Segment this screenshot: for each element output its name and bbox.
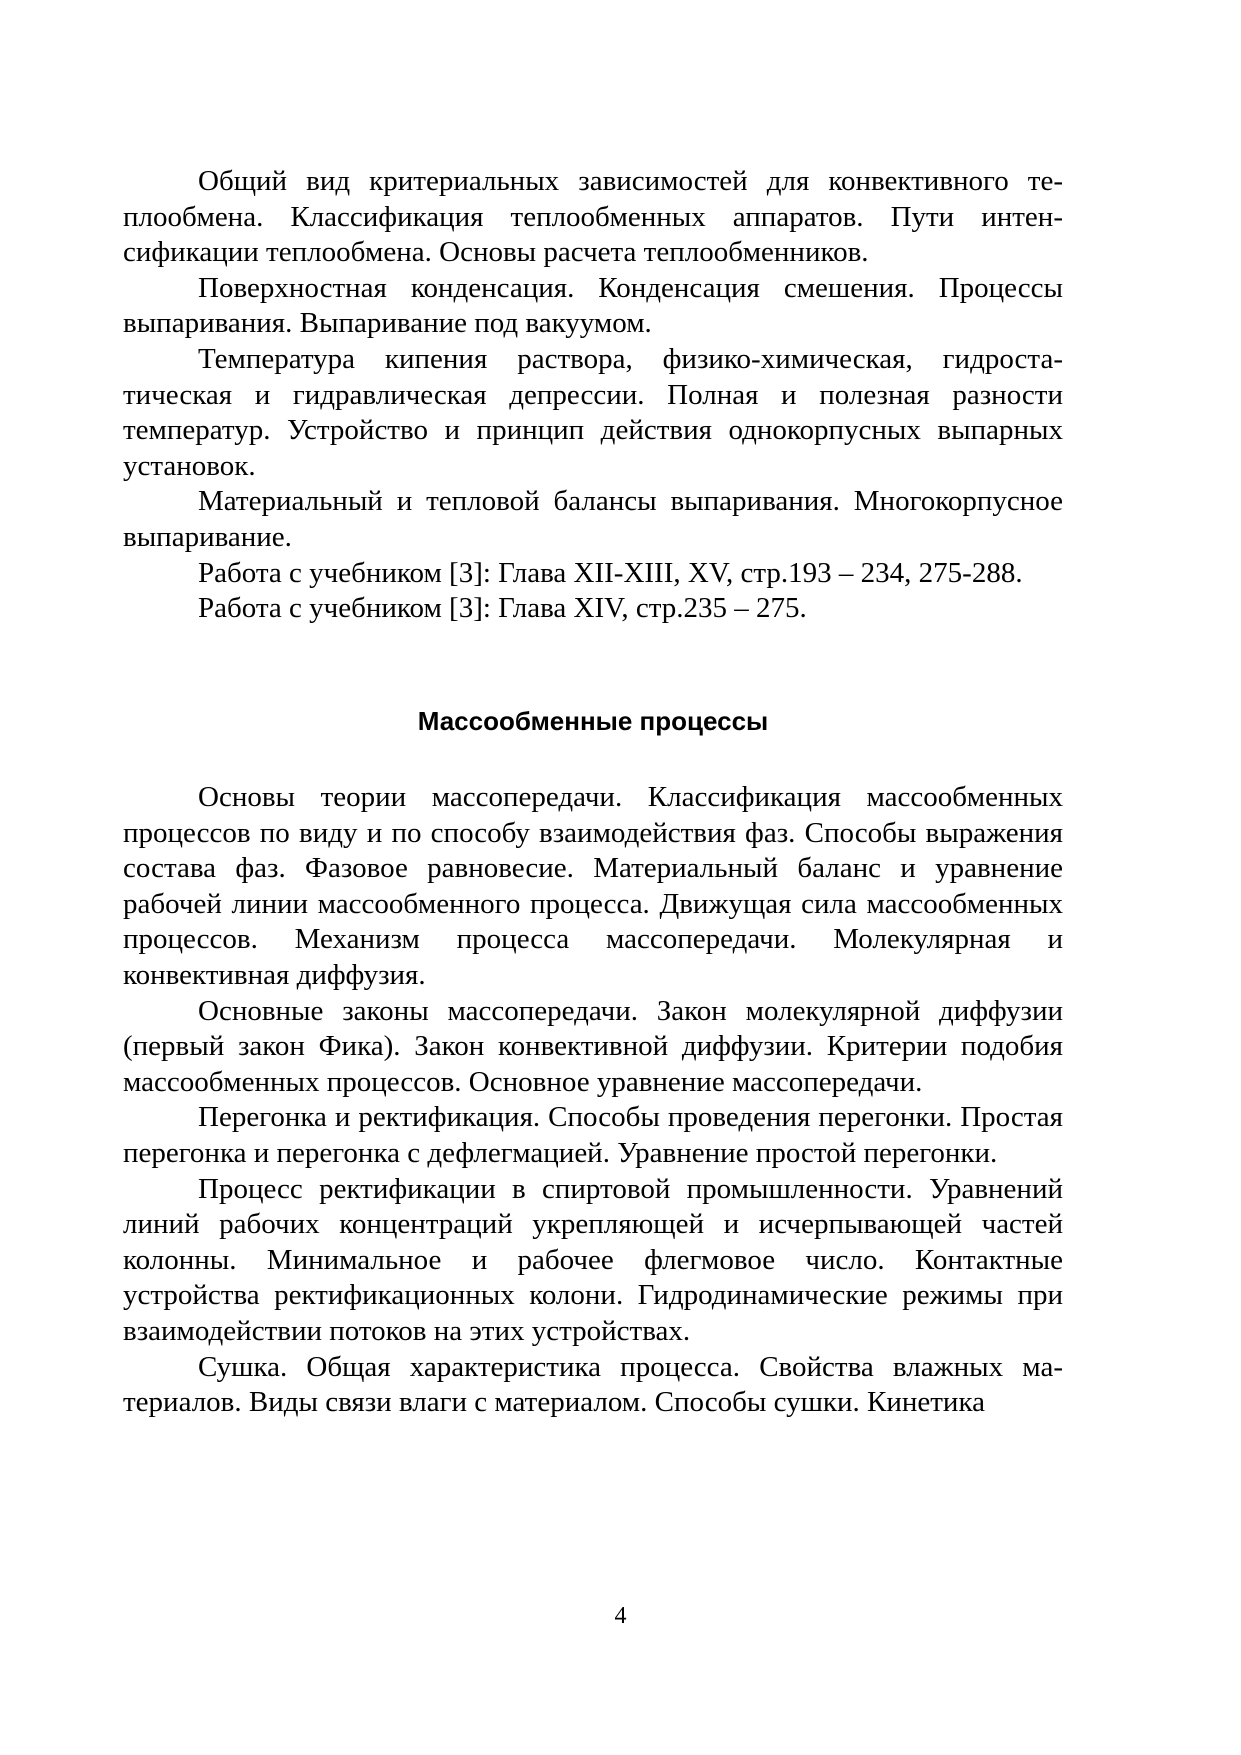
paragraph-distillation: Перегонка и ректификация. Способы проведения перегонки. Простая перегонка и перегонка с дефлегмацией. Уравнение простой перегонки. <box>123 1101 1063 1169</box>
paragraph-textbook-reference-1: Работа с учебником [3]: Глава XII-XIII, XV, стр.193 – 234, 275-288. <box>198 556 1023 589</box>
page-number: 4 <box>614 1603 627 1629</box>
paragraph-textbook-reference-2: Работа с учебником [3]: Глава XIV, стр.235 – 275. <box>198 592 807 625</box>
paragraph-criterial-dependencies: Общий вид критериальных зависимостей для конвективного теплообмена. Классификация теплообменных аппаратов. Пути интенсификации теплообмена. Основы расчета теплообменников. <box>123 165 1063 269</box>
section-heading-mass-transfer: Массообменные процессы <box>417 706 769 736</box>
paragraph-boiling-temperature: Температура кипения раствора, физико-химическая, гидростатическая и гидравлическая депрессии. Полная и полезная разности температур. Устройство и принцип действия однокорпусных выпарных установок. <box>123 342 1063 482</box>
paragraph-mass-transfer-laws: Основные законы массопередачи. Закон молекулярной диффузии (первый закон Фика). Закон конвективной диффузии. Критерии подобия массообменных процессов. Основное уравнение массопередачи. <box>123 994 1063 1098</box>
paragraph-condensation: Поверхностная конденсация. Конденсация смешения. Процессы выпаривания. Выпаривание под вакуумом. <box>123 271 1063 340</box>
heat-exchange-text-block <box>123 164 1063 627</box>
paragraph-mass-transfer-theory: Основы теории массопередачи. Классификация массообменных процессов по виду и по способу взаимодействия фаз. Способы выражения состава фаз. Фазовое равновесие. Материальный баланс и уравнение рабочей линии массообменного процесса. Движущая сила массообменных процессов. Механизм процесса массопередачи. Молекулярная и конвективная диффузия. <box>123 781 1063 991</box>
paragraph-evaporation-balances: Материальный и тепловой балансы выпаривания. Многокорпусное выпаривание. <box>123 485 1063 553</box>
paragraph-drying: Сушка. Общая характеристика процесса. Свойства влажных материалов. Виды связи влаги с материалом. Способы сушки. Кинетика <box>123 1350 1063 1419</box>
mass-transfer-text-block <box>123 780 1063 1421</box>
paragraph-rectification: Процесс ректификации в спиртовой промышленности. Уравнений линий рабочих концентраций укрепляющей и исчерпывающей частей колонны. Минимальное и рабочее флегмовое число. Контактные устройства ректификационных колони. Гидродинамические режимы при взаимодействии потоков на этих устройствах. <box>123 1172 1063 1347</box>
